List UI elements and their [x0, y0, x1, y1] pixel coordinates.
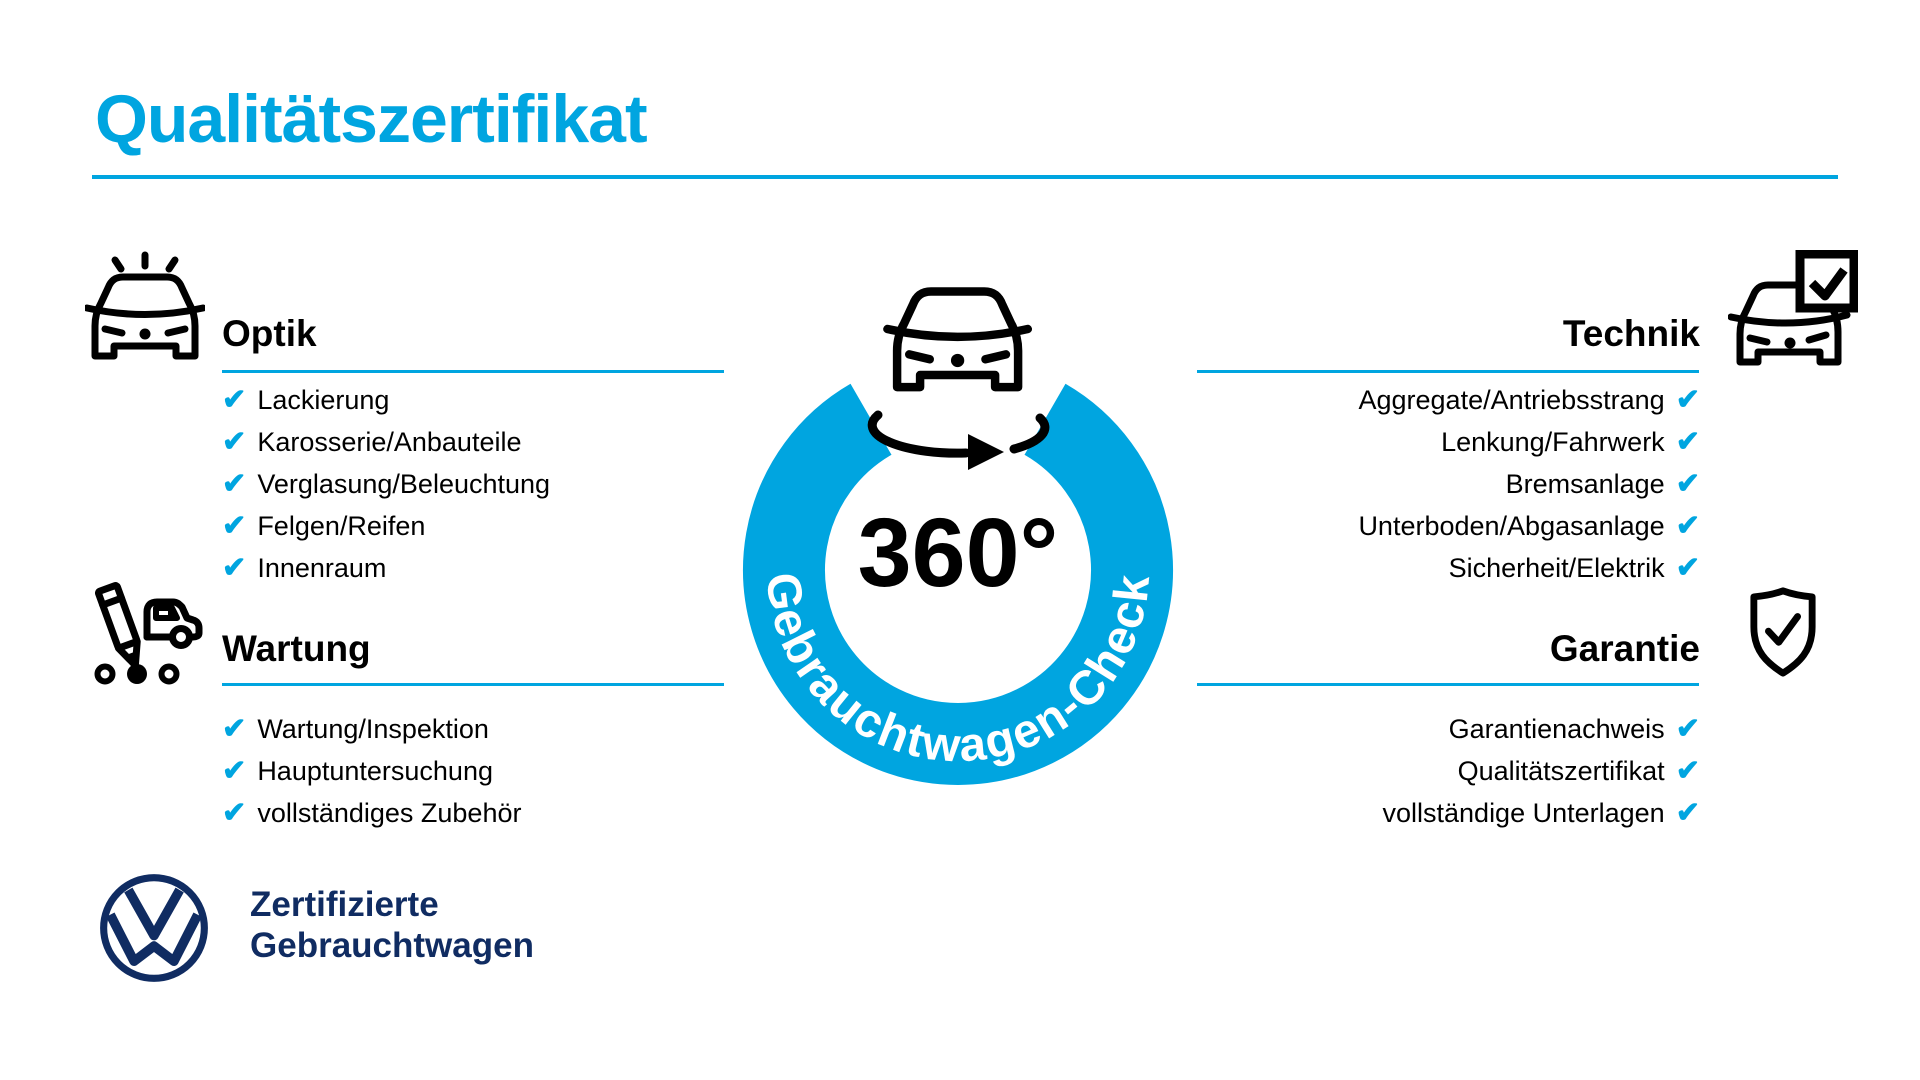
check-icon: ✔	[1675, 467, 1700, 500]
checklist-item	[222, 792, 521, 834]
check-icon: ✔	[222, 712, 247, 745]
check-icon: ✔	[1675, 754, 1700, 787]
technik-underline	[1197, 370, 1699, 373]
checklist-item-label: Innenraum	[257, 552, 387, 583]
checklist-item-label: Hauptuntersuchung	[257, 755, 493, 786]
checklist-item-label: vollständiges Zubehör	[257, 797, 522, 828]
checklist-item-label: Garantienachweis	[1448, 713, 1665, 744]
car-check-icon	[1728, 250, 1858, 368]
checklist-item	[1196, 421, 1700, 463]
check-icon: ✔	[1675, 712, 1700, 745]
section-optik-heading: Optik	[222, 313, 317, 354]
pencil-car-icon	[85, 576, 205, 688]
optik-underline	[222, 370, 724, 373]
checklist-item-label: Felgen/Reifen	[257, 510, 426, 541]
brand-line-2: Gebrauchtwagen	[250, 926, 534, 965]
check-icon: ✔	[222, 425, 247, 458]
check-icon: ✔	[1675, 425, 1700, 458]
checklist-item	[222, 421, 550, 463]
check-icon: ✔	[222, 754, 247, 787]
section-garantie-heading: Garantie	[1549, 628, 1700, 669]
checklist-item	[222, 750, 521, 792]
checklist-item-label: vollständige Unterlagen	[1382, 797, 1665, 828]
check-icon: ✔	[222, 551, 247, 584]
checklist-item	[1196, 463, 1700, 505]
checklist-item-label: Wartung/Inspektion	[257, 713, 489, 744]
checklist-item	[222, 708, 521, 750]
checklist-item-label: Lenkung/Fahrwerk	[1441, 426, 1665, 457]
car-360-icon	[887, 292, 1027, 388]
checklist-item	[1196, 750, 1700, 792]
checklist-item-label: Verglasung/Beleuchtung	[257, 468, 551, 499]
check-icon: ✔	[1675, 551, 1700, 584]
optik-checklist	[222, 379, 550, 589]
garantie-checklist	[1196, 708, 1700, 834]
checklist-item	[1196, 379, 1700, 421]
checklist-item	[222, 379, 550, 421]
checklist-item-label: Karosserie/Anbauteile	[257, 426, 522, 457]
title-rule	[92, 175, 1838, 179]
brand-wordmark	[250, 884, 534, 966]
checklist-item	[1196, 792, 1700, 834]
wartung-checklist	[222, 708, 521, 834]
vw-logo	[97, 871, 211, 985]
checklist-item	[1196, 547, 1700, 589]
check-icon: ✔	[1675, 509, 1700, 542]
shield-check-icon	[1740, 584, 1826, 680]
badge-ring-label: Gebrauchtwagen-Check	[755, 569, 1161, 773]
technik-checklist	[1196, 379, 1700, 589]
check-icon: ✔	[222, 383, 247, 416]
section-technik-heading: Technik	[1562, 313, 1700, 354]
badge-degree-text: 360°	[857, 498, 1059, 607]
check-icon: ✔	[1675, 796, 1700, 829]
checklist-item	[222, 463, 550, 505]
checklist-item	[1196, 505, 1700, 547]
section-wartung-heading: Wartung	[222, 628, 371, 669]
checklist-item-label: Unterboden/Abgasanlage	[1358, 510, 1665, 541]
checklist-item-label: Bremsanlage	[1505, 468, 1665, 499]
checklist-item-label: Sicherheit/Elektrik	[1448, 552, 1665, 583]
check-icon: ✔	[1675, 383, 1700, 416]
checklist-item-label: Lackierung	[257, 384, 390, 415]
checklist-item	[1196, 708, 1700, 750]
wartung-underline	[222, 683, 724, 686]
check-icon: ✔	[222, 467, 247, 500]
car-shine-icon	[85, 246, 205, 360]
brand-line-1: Zertifizierte	[250, 885, 439, 924]
checklist-item-label: Aggregate/Antriebsstrang	[1358, 384, 1665, 415]
check-icon: ✔	[222, 796, 247, 829]
checklist-item-label: Qualitätszertifikat	[1457, 755, 1665, 786]
rotation-arrow-icon	[872, 415, 1045, 470]
check-icon: ✔	[222, 509, 247, 542]
checklist-item	[222, 547, 550, 589]
checklist-item	[222, 505, 550, 547]
page-title: Qualitätszertifikat	[95, 81, 647, 157]
badge-360-check	[718, 230, 1198, 810]
garantie-underline	[1197, 683, 1699, 686]
